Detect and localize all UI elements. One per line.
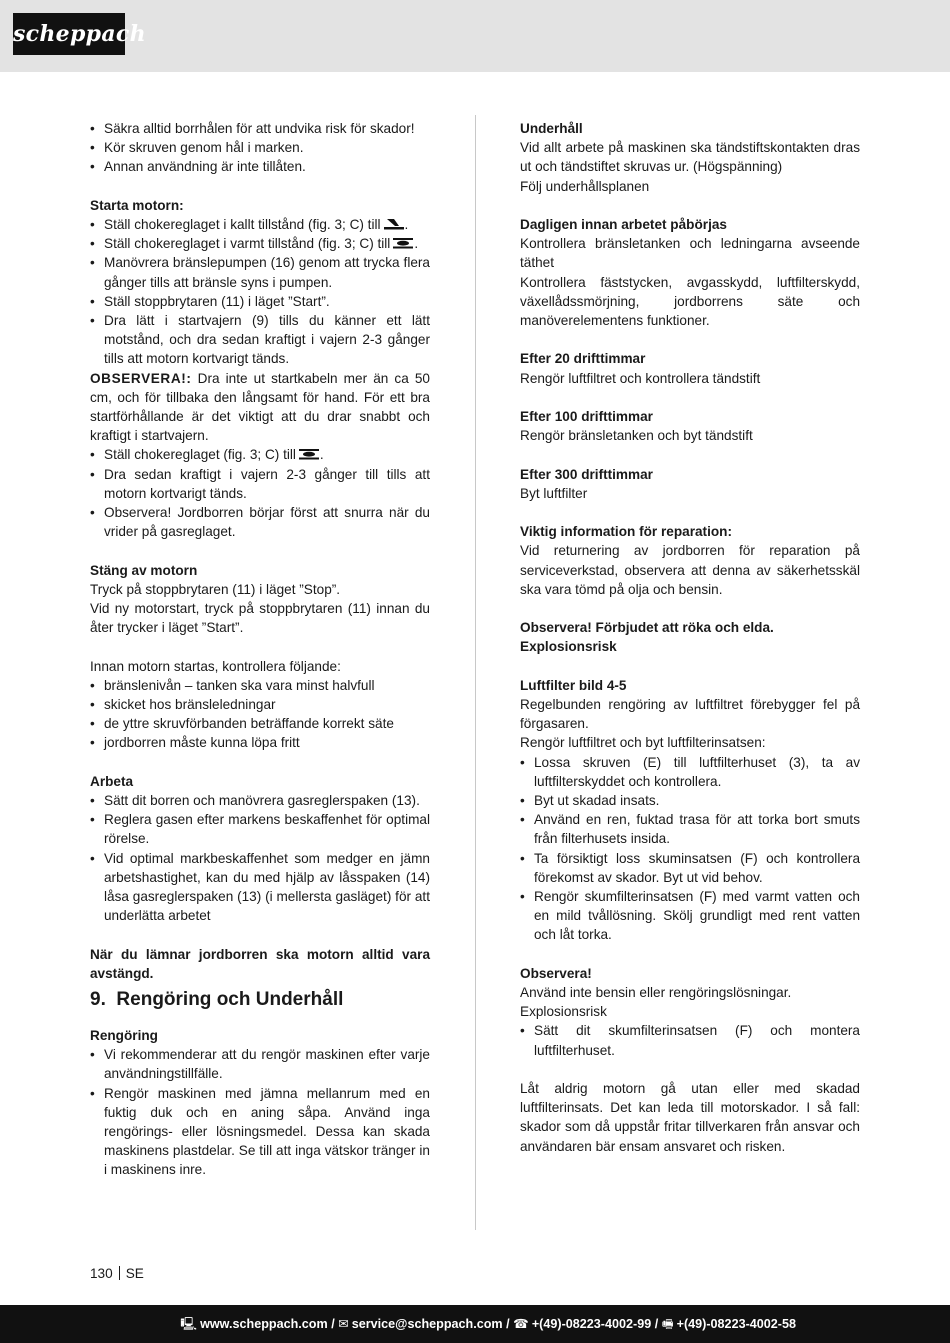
list-item: • Byt ut skadad insats. <box>520 791 860 810</box>
leave-warning: När du lämnar jordborren ska motorn alltid vara avstängd. <box>90 946 430 981</box>
email-icon: ✉ <box>338 1317 349 1331</box>
paragraph: Vid returnering av jordborren för reparation på serviceverkstad, observera att denna av säkerhetsskäl ska vara tömd på olja och bensin. <box>520 543 860 597</box>
page-number: 130 <box>90 1266 113 1281</box>
air-filter-heading: Luftfilter bild 4-5 <box>520 677 627 693</box>
hours-300-heading: Efter 300 drifttimmar <box>520 466 653 482</box>
paragraph: Innan motorn startas, kontrollera följande: <box>90 658 341 674</box>
cleaning-heading: Rengöring <box>90 1028 158 1044</box>
choke-closed-icon <box>383 218 405 230</box>
hours-100-heading: Efter 100 drifttimmar <box>520 409 653 424</box>
paragraph: Vid allt arbete på maskinen ska tändstiftskontakten dras ut och tändstiftet skruvas ur. (Högspänning) <box>520 140 860 175</box>
paragraph: Byt luftfilter <box>520 485 588 501</box>
email-link[interactable]: service@scheppach.com <box>351 1317 503 1331</box>
list-item: • Ställ chokereglaget i varmt tillstånd (fig. 3; C) till . <box>90 234 430 253</box>
computer-icon: 🖳 <box>180 1317 198 1331</box>
scheppach-logo: scheppach <box>13 13 125 55</box>
contact-bar: 🖳 www.scheppach.com / ✉ service@scheppach.com / ☎ +(49)-08223-4002-99 / 🖷 +(49)-08223-4002-58 <box>0 1305 950 1343</box>
start-engine-heading: Starta motorn: <box>90 197 184 213</box>
right-column <box>520 119 860 1156</box>
paragraph: Kontrollera bränsletanken och ledningarna avseende täthet <box>520 236 860 271</box>
list-item: • Sätt dit borren och manövrera gasreglerspaken (13). <box>90 791 430 810</box>
page-footer-number <box>90 1264 144 1283</box>
left-column <box>90 119 430 1180</box>
list-item: • Lossa skruven (E) till luftfilterhuset (3), ta av luftfilterskyddet och kontrollera. <box>520 753 860 791</box>
list-item: • Vi rekommenderar att du rengör maskinen efter varje användningstillfälle. <box>90 1045 430 1083</box>
list-item: • Rengör skumfilterinsatsen (F) med varmt vatten och en mild tvållösning. Skölj grundligt med rent vatten och låt torka. <box>520 887 860 945</box>
observe-heading: Observera! <box>520 965 592 981</box>
list-item: • Ställ chokereglaget i kallt tillstånd (fig. 3; C) till . <box>90 215 430 234</box>
paragraph: Regelbunden rengöring av luftfiltret förebygger fel på förgasaren. <box>520 696 860 732</box>
paragraph: Rengör luftfiltret och byt luftfilterinsatsen: <box>520 735 766 751</box>
cleaning-list <box>90 1045 430 1179</box>
stop-engine-heading: Stäng av motorn <box>90 562 198 578</box>
fax-number: +(49)-08223-4002-58 <box>676 1317 796 1331</box>
repair-heading: Viktig information för reparation: <box>520 524 732 540</box>
website-link[interactable]: www.scheppach.com <box>200 1317 328 1331</box>
phone-number: +(49)-08223-4002-99 <box>531 1317 652 1331</box>
observe-paragraph: OBSERVERA!: Dra inte ut startkabeln mer än ca 50 cm, och för tillbaka den långsamt för hand. För ett bra startförhållande är det viktigt att du drar snabbt och kraftigt i startvajern. <box>90 370 430 444</box>
hours-20-heading: Efter 20 drifttimmar <box>520 351 646 367</box>
start-engine-list <box>90 215 430 369</box>
check-list <box>90 676 430 753</box>
list-item: • Reglera gasen efter markens beskaffenhet för optimal rörelse. <box>90 810 430 848</box>
paragraph: Vid ny motorstart, tryck på stoppbrytaren (11) innan du åter trycker i läget ”Start”. <box>90 601 430 636</box>
fax-icon: 🖷 <box>661 1317 674 1331</box>
page-header <box>0 0 950 72</box>
maintenance-heading: Underhåll <box>520 121 583 136</box>
list-item: • bränslenivån – tanken ska vara minst halvfull <box>90 676 430 695</box>
language-code: SE <box>125 1266 144 1281</box>
list-item: • Sätt dit skumfilterinsatsen (F) och montera luftfilterhuset. <box>520 1021 860 1059</box>
section-heading: 9. Rengöring och Underhåll <box>90 989 344 1011</box>
paragraph: Tryck på stoppbrytaren (11) i läget ”Stop”. <box>90 581 341 597</box>
paragraph: Rengör bränsletanken och byt tändstift <box>520 428 753 444</box>
start-engine-list-2 <box>90 445 430 541</box>
paragraph: Använd inte bensin eller rengöringslösningar. <box>520 985 792 1001</box>
paragraph: Explosionsrisk <box>520 1004 607 1020</box>
list-item: • Säkra alltid borrhålen för att undvika risk för skador! <box>90 119 430 138</box>
list-item: • Dra sedan kraftigt i vajern 2-3 gånger till tills att motorn kortvarigt tänds. <box>90 465 430 503</box>
phone-icon: ☎ <box>513 1317 529 1331</box>
explosion-warning: Explosionsrisk <box>520 639 617 655</box>
list-item: • Rengör maskinen med jämna mellanrum med en fuktig duk och en aning såpa. Använd inga rengörings- eller lösningsmedel. Dessa kan skada maskinens plastdelar. Se till att inga vätskor tränger in i maskinens inre. <box>90 1084 430 1180</box>
list-item: • Dra lätt i startvajern (9) tills du känner ett lätt motstånd, och dra sedan kraftigt i vajern 2-3 gånger tills att motorn kortvarigt tänds. <box>90 311 430 369</box>
observe-label: OBSERVERA!: <box>90 370 192 386</box>
list-item: • Ta försiktigt loss skuminsatsen (F) och kontrollera förekomst av skador. Byt ut vid behov. <box>520 849 860 887</box>
list-item: • skicket hos bränsleledningar <box>90 695 430 714</box>
work-list <box>90 791 430 925</box>
list-item: • Ställ chokereglaget (fig. 3; C) till . <box>90 445 430 464</box>
paragraph: Rengör luftfiltret och kontrollera tändstift <box>520 370 761 386</box>
paragraph: Kontrollera fäststycken, avgasskydd, luftfilterskydd, växellådssmörjning, jordborrens säte och manöverelementens funktioner. <box>520 274 860 329</box>
work-heading: Arbeta <box>90 773 134 789</box>
smoking-warning: Observera! Förbjudet att röka och elda. <box>520 620 774 636</box>
column-divider <box>475 115 476 1230</box>
intro-list <box>90 119 430 177</box>
observe-list <box>520 1021 860 1059</box>
list-item: • Vid optimal markbeskaffenhet som medger en jämn arbetshastighet, kan du med hjälp av låsspaken (14) låsa gasreglerspaken (13) (i mellersta gasläget) för att underlätta arbetet <box>90 849 430 926</box>
daily-heading: Dagligen innan arbetet påbörjas <box>520 217 727 232</box>
paragraph: Följ underhållsplanen <box>520 178 650 194</box>
list-item: • Använd en ren, fuktad trasa för att torka bort smuts från filterhusets insida. <box>520 810 860 848</box>
choke-open-icon <box>392 237 414 249</box>
air-filter-list <box>520 753 860 945</box>
list-item: • de yttre skruvförbanden beträffande korrekt säte <box>90 714 430 733</box>
list-item: • Kör skruven genom hål i marken. <box>90 138 430 157</box>
list-item: • Ställ stoppbrytaren (11) i läget ”Start”. <box>90 292 430 311</box>
list-item: • Manövrera bränslepumpen (16) genom att trycka flera gånger tills att bränsle syns i pumpen. <box>90 253 430 291</box>
list-item: • jordborren måste kunna löpa fritt <box>90 733 430 752</box>
footer-separator <box>119 1266 120 1280</box>
paragraph: Låt aldrig motorn gå utan eller med skadad luftfilterinsats. Det kan leda till motorskador. I så fall: skador som då uppstår fritar tillverkaren från ansvar och användaren bär ensam ansvaret och risken. <box>520 1081 860 1154</box>
list-item: • Observera! Jordborren börjar först att snurra när du vrider på gasreglaget. <box>90 503 430 541</box>
list-item: • Annan användning är inte tillåten. <box>90 157 430 176</box>
choke-open-icon <box>298 448 320 460</box>
